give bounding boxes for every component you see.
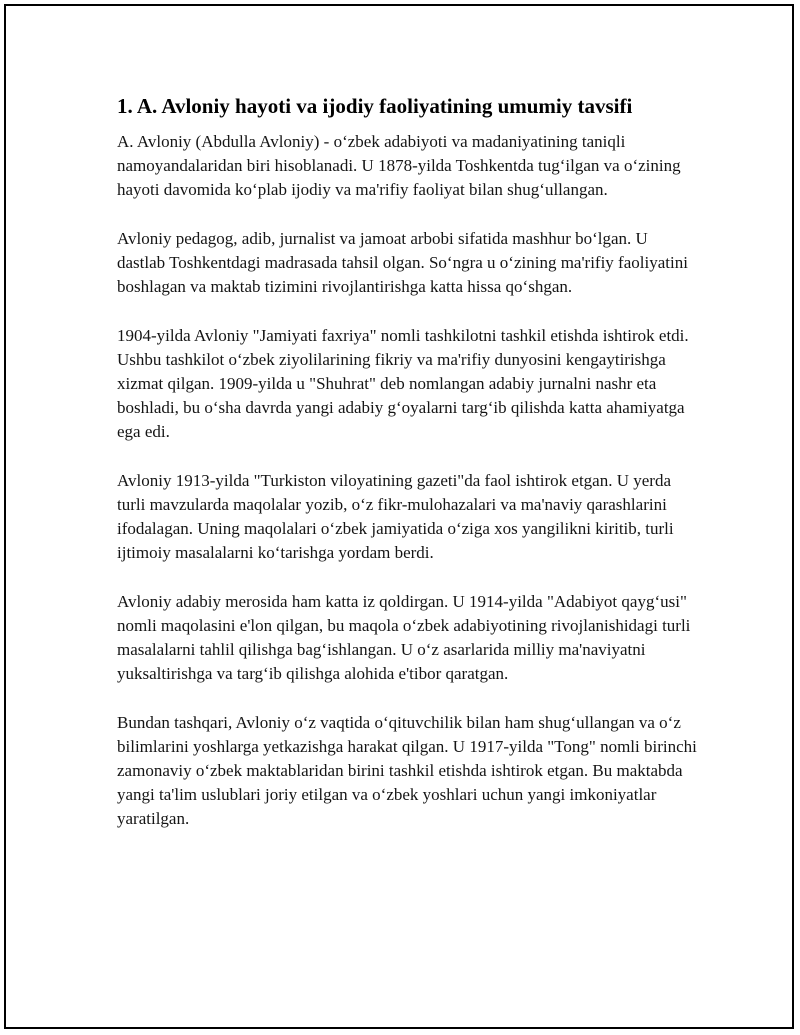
paragraph-5: Avloniy adabiy merosida ham katta iz qoldirgan. U 1914-yilda "Adabiyot qayg‘usi" nomli maqolasini e'lon qilgan, bu maqola o‘zbek adabiyotining rivojlanishidagi turli masalalarni tahlil qilishga bag‘ishlangan. U o‘z asarlarida milliy ma'naviyatni yuksaltirishga va targ‘ib qilishga alohida e'tibor qaratgan.	[117, 592, 691, 683]
paragraph-4: Avloniy 1913-yilda "Turkiston viloyatining gazeti"da faol ishtirok etgan. U yerda turli mavzularda maqolalar yozib, o‘z fikr-mulohazalari va ma'naviy qarashlarini ifodalagan. Uning maqolalari o‘zbek jamiyatida o‘ziga xos yangilikni kiritib, turli ijtimoiy masalalarni ko‘tarishga yordam berdi.	[117, 471, 674, 562]
paragraph-1: A. Avloniy (Abdulla Avloniy) - o‘zbek adabiyoti va madaniyatining taniqli namoyandalaridan biri hisoblanadi. U 1878-yilda Toshkentda tug‘ilgan va o‘zining hayoti davomida ko‘plab ijodiy va ma'rifiy faoliyat bilan shug‘ullangan.	[117, 132, 681, 199]
section-heading: 1. A. Avloniy hayoti va ijodiy faoliyatining umumiy tavsifi	[117, 94, 633, 118]
paragraph-2: Avloniy pedagog, adib, jurnalist va jamoat arbobi sifatida mashhur bo‘lgan. U dastlab Toshkentdagi madrasada tahsil olgan. So‘ngra u o‘zining ma'rifiy faoliyatini boshlagan va maktab tizimini rivojlantirishga katta hissa qo‘shgan.	[117, 229, 688, 296]
paragraph-3: 1904-yilda Avloniy "Jamiyati faxriya" nomli tashkilotni tashkil etishda ishtirok etdi. Ushbu tashkilot o‘zbek ziyolilarining fikriy va ma'rifiy dunyosini kengaytirishga xizmat qilgan. 1909-yilda u "Shuhrat" deb nomlangan adabiy jurnalni nashr eta boshladi, bu o‘sha davrda yangi adabiy g‘oyalarni targ‘ib qilishda katta ahamiyatga ega edi.	[117, 326, 689, 441]
document-body	[117, 92, 697, 856]
paragraph-6: Bundan tashqari, Avloniy o‘z vaqtida o‘qituvchilik bilan ham shug‘ullangan va o‘z bilimlarini yoshlarga yetkazishga harakat qilgan. U 1917-yilda "Tong" nomli birinchi zamonaviy o‘zbek maktablaridan birini tashkil etishda ishtirok etgan. Bu maktabda yangi ta'lim uslublari joriy etilgan va o‘zbek yoshlari uchun yangi imkoniyatlar yaratilgan.	[117, 713, 697, 828]
